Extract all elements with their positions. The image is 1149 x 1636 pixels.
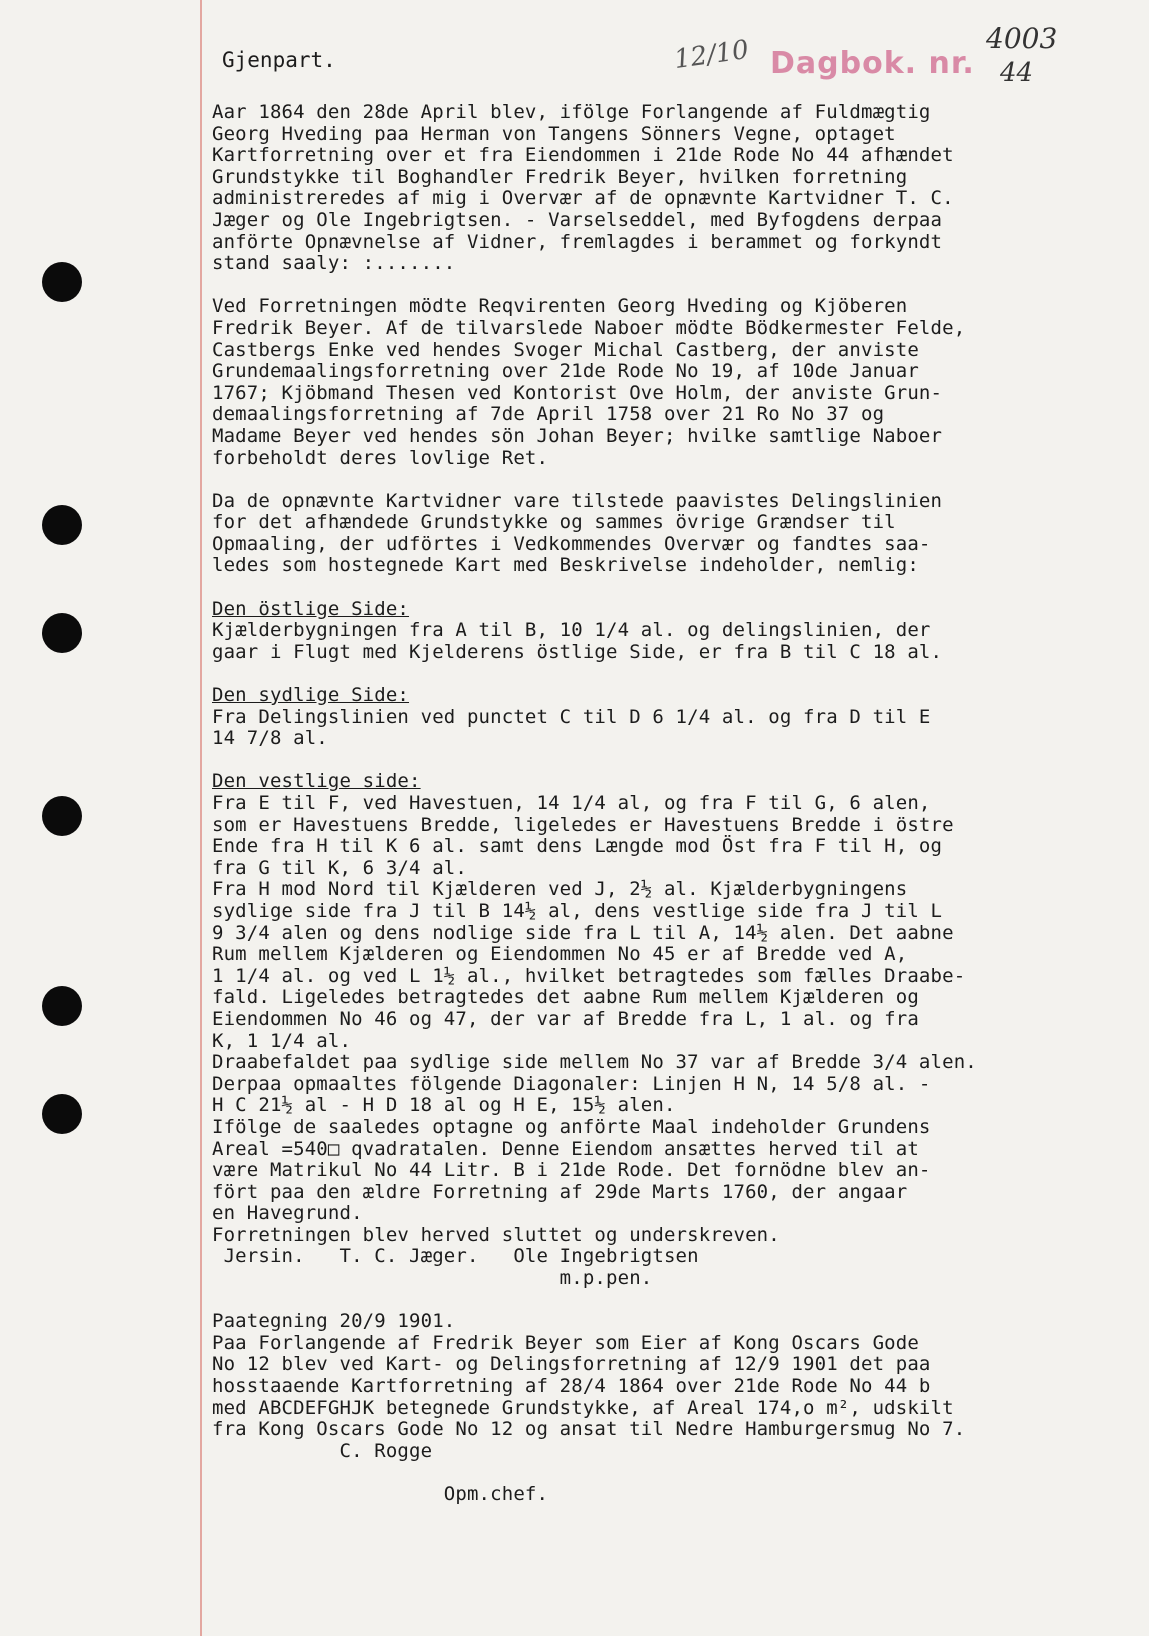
punch-hole — [42, 1094, 82, 1134]
document-label: Gjenpart. — [222, 48, 336, 72]
text-line: Kjælderbygningen fra A til B, 10 1/4 al. og delingslinien, der — [212, 619, 931, 642]
paragraph-gap — [212, 577, 1112, 599]
text-line: anförte Opnævnelse af Vidner, fremlagdes i berammet og forkyndt — [212, 230, 943, 253]
text-line: Derpaa opmaaltes fölgende Diagonaler: Linjen H N, 14 5/8 al. - — [212, 1072, 931, 1095]
text-line: Rum mellem Kjælderen og Eiendommen No 45 er af Bredde ved A, — [212, 943, 908, 966]
diary-year: 44 — [1000, 58, 1034, 88]
text-line: Fra H mod Nord til Kjælderen ved J, 2½ al. Kjælderbygningens — [212, 878, 908, 901]
text-line: Castbergs Enke ved hendes Svoger Michal Castberg, der anviste — [212, 338, 919, 361]
text-line: Opm.chef. — [212, 1483, 549, 1505]
text-line: Forretningen blev herved sluttet og underskreven. — [212, 1223, 780, 1246]
punch-hole — [42, 505, 82, 545]
text-line: fört paa den ældre Forretning af 29de Marts 1760, der angaar — [212, 1180, 908, 1203]
text-line: som er Havestuens Bredde, ligeledes er Havestuens Bredde i östre — [212, 813, 954, 836]
text-line: C. Rogge — [212, 1439, 433, 1462]
text-line: ledes som hostegnede Kart med Beskrivelse indeholder, nemlig: — [212, 554, 919, 577]
text-line: Madame Beyer ved hendes sön Johan Beyer; hvilke samtlige Naboer — [212, 424, 943, 447]
text-line: 14 7/8 al. — [212, 727, 328, 750]
text-line: fald. Ligeledes betragtedes det aabne Rum mellem Kjælderen og — [212, 986, 919, 1009]
text-line: Jersin. T. C. Jæger. Ole Ingebrigtsen — [212, 1245, 699, 1268]
paragraph-gap — [212, 663, 1112, 685]
text-line: fra G til K, 6 3/4 al. — [212, 856, 467, 879]
text-line: Paategning 20/9 1901. — [212, 1310, 456, 1333]
text-line: fra Kong Oscars Gode No 12 og ansat til Nedre Hamburgersmug No 7. — [212, 1418, 966, 1441]
text-line — [212, 1462, 1112, 1484]
text-line: Ifölge de saaledes optagne og anförte Maal indeholder Grundens — [212, 1115, 931, 1138]
text-line: administreredes af mig i Overvær af de opnævnte Kartvidner T. C. — [212, 187, 954, 210]
paragraph-gap — [212, 1290, 1112, 1312]
text-line: forbeholdt deres lovlige Ret. — [212, 446, 549, 469]
section-heading: Den östlige Side: — [212, 597, 410, 620]
text-line: en Havegrund. — [212, 1202, 363, 1225]
text-line: hosstaaende Kartforretning af 28/4 1864 over 21de Rode No 44 b — [212, 1375, 931, 1398]
text-line: Opmaaling, der udförtes i Vedkommendes Overvær og fandtes saa- — [212, 532, 931, 555]
paragraph-gap — [212, 750, 1112, 772]
text-line: gaar i Flugt med Kjelderens östlige Side, er fra B til C 18 al. — [212, 640, 943, 663]
text-line: sydlige side fra J til B 14½ al, dens vestlige side fra J til L — [212, 899, 943, 922]
text-line: være Matrikul No 44 Litr. B i 21de Rode. Det fornödne blev an- — [212, 1159, 931, 1182]
margin-line — [200, 0, 202, 1636]
diary-number: 4003 — [986, 22, 1058, 55]
diary-stamp: Dagbok. nr. — [770, 46, 975, 81]
text-line: Ende fra H til K 6 al. samt dens Længde mod Öst fra F til H, og — [212, 835, 943, 858]
text-line: No 12 blev ved Kart- og Delingsforretning af 12/9 1901 det paa — [212, 1353, 931, 1376]
text-line: Grundemaalingsforretning over 21de Rode No 19, af 10de Januar — [212, 360, 919, 383]
punch-hole — [42, 613, 82, 653]
paragraph-gap — [212, 275, 1112, 297]
section-heading: Den sydlige Side: — [212, 684, 410, 707]
paragraph-gap — [212, 469, 1112, 491]
text-line: 1767; Kjöbmand Thesen ved Kontorist Ove Holm, der anviste Grun- — [212, 381, 943, 404]
section-heading: Den vestlige side: — [212, 770, 421, 793]
text-line: Fredrik Beyer. Af de tilvarslede Naboer mödte Bödkermester Felde, — [212, 316, 966, 339]
document-body — [212, 102, 1112, 1506]
text-line: Georg Hveding paa Herman von Tangens Sönners Vegne, optaget — [212, 122, 896, 145]
text-line: 1 1/4 al. og ved L 1½ al., hvilket betragtedes som fælles Draabe- — [212, 964, 966, 987]
punch-hole — [42, 796, 82, 836]
text-line: for det afhændede Grundstykke og sammes övrige Grændser til — [212, 511, 896, 534]
text-line: stand saaly: :....... — [212, 252, 456, 275]
text-line: Da de opnævnte Kartvidner vare tilstede paavistes Delingslinien — [212, 489, 943, 512]
text-line: Fra E til F, ved Havestuen, 14 1/4 al, og fra F til G, 6 alen, — [212, 792, 931, 814]
text-line: Jæger og Ole Ingebrigtsen. - Varselseddel, med Byfogdens derpaa — [212, 208, 943, 231]
punch-hole — [42, 262, 82, 302]
text-line: K, 1 1/4 al. — [212, 1029, 352, 1052]
text-line: demaalingsforretning af 7de April 1758 over 21 Ro No 37 og — [212, 403, 885, 426]
text-line: Kartforretning over et fra Eiendommen i 21de Rode No 44 afhændet — [212, 144, 954, 167]
punch-hole — [42, 986, 82, 1026]
text-line: Grundstykke til Boghandler Fredrik Beyer, hvilken forretning — [212, 165, 908, 188]
text-line: Aar 1864 den 28de April blev, ifölge Forlangende af Fuldmægtig — [212, 101, 931, 123]
text-line: Eiendommen No 46 og 47, der var af Bredde fra L, 1 al. og fra — [212, 1007, 919, 1030]
text-line: Ved Forretningen mödte Reqvirenten Georg Hveding og Kjöberen — [212, 295, 908, 318]
text-line: med ABCDEFGHJK betegnede Grundstykke, af Areal 174,o m², udskilt — [212, 1396, 954, 1419]
handwritten-date: 12/10 — [672, 34, 751, 76]
text-line: m.p.pen. — [212, 1267, 653, 1290]
text-line: Draabefaldet paa sydlige side mellem No 37 var af Bredde 3/4 alen. — [212, 1051, 977, 1074]
text-line: H C 21½ al - H D 18 al og H E, 15½ alen. — [212, 1094, 676, 1117]
text-line: 9 3/4 alen og dens nodlige side fra L til A, 14½ alen. Det aabne — [212, 921, 954, 944]
text-line: Paa Forlangende af Fredrik Beyer som Eier af Kong Oscars Gode — [212, 1331, 919, 1354]
text-line: Areal =540□ qvadratalen. Denne Eiendom ansættes herved til at — [212, 1137, 919, 1160]
text-line: Fra Delingslinien ved punctet C til D 6 1/4 al. og fra D til E — [212, 705, 931, 728]
